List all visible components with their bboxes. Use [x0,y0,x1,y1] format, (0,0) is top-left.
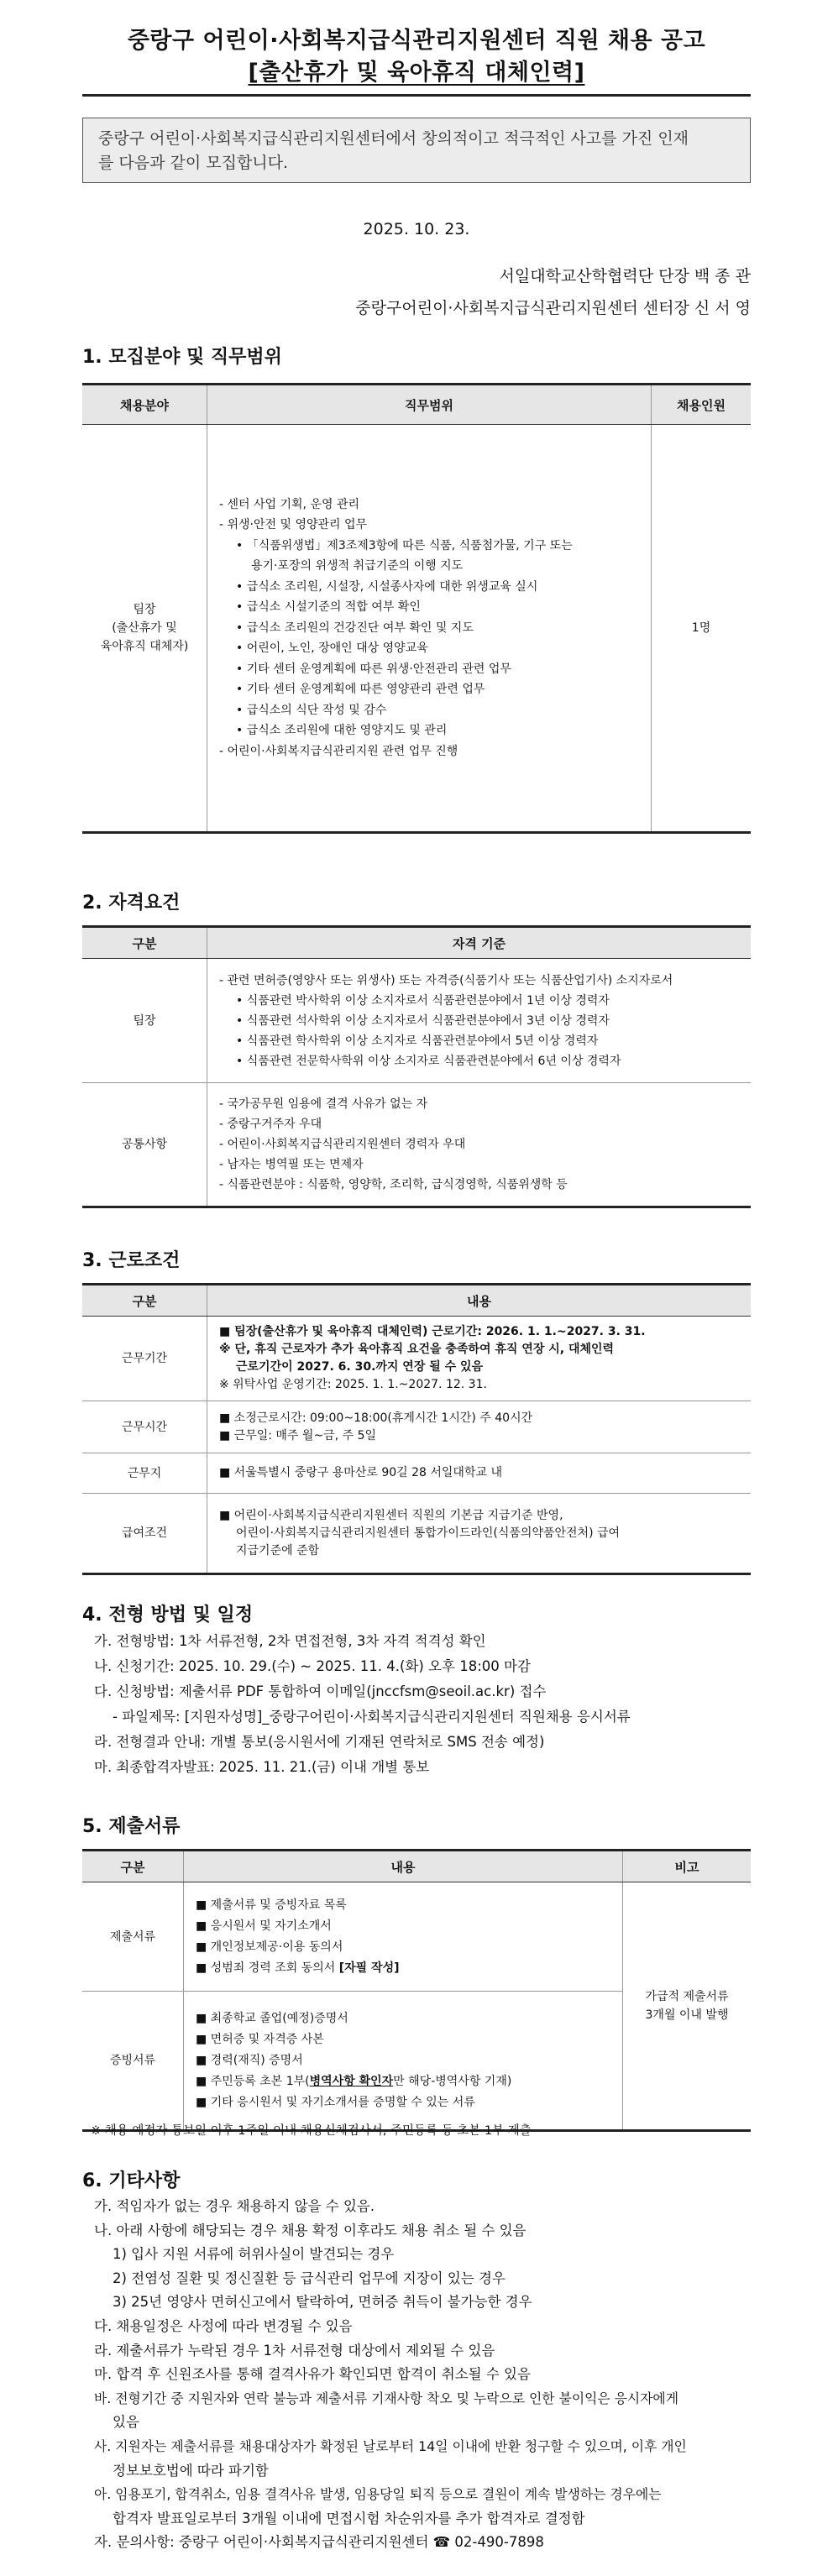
misc-item: 자. 문의사항: 중랑구 어린이·사회복지급식관리지원센터 ☎ 02-490-7898 [94,2534,544,2551]
intro-line-2: 를 다음과 같이 모집합니다. [98,154,289,172]
resident-prefix: ■ 주민등록 초본 1부( [196,2074,310,2088]
duty-item: • 급식소 시설기준의 적합 여부 확인 [236,600,421,615]
cond-label-place: 근무지 [82,1453,207,1494]
docs-proof-cell [184,1992,623,2131]
qual-label-leader: 팀장 [82,959,207,1083]
misc-list [94,2195,757,2555]
qual-leader-cell [207,959,752,1083]
remark-line: 가급적 제출서류 [645,1990,729,2003]
notice-title [82,25,751,89]
doc-item: ■ 면허증 및 자격증 사본 [196,2032,324,2046]
qual-label-common: 공통사항 [82,1083,207,1207]
salary-line: ■ 어린이·사회복지급식관리지원센터 직원의 기본급 지급기준 반영, [219,1508,563,1522]
misc-item: 3) 25년 영양사 면허신고에서 탈락하여, 면허증 취득이 불가능한 경우 [113,2294,532,2311]
duty-item: - 위생·안전 및 영양관리 업무 [219,518,368,532]
duties-table [82,383,751,834]
cond-salary-cell [207,1494,752,1574]
military-note: 병역사항 확인자 [309,2074,394,2088]
misc-item: 바. 전형기간 중 지원자와 연락 불능과 제출서류 기재사항 착오 및 누락으로 인한 불이익은 응시자에게 [94,2390,678,2406]
period-line: 근로기간이 2027. 6. 30.까지 연장 될 수 있음 [236,1360,484,1374]
intro-box [82,118,751,183]
section-5-title: 5. 제출서류 [82,1816,181,1837]
duty-item: • 급식소 조리원의 건강진단 여부 확인 및 지도 [236,620,474,635]
section-2-title: 2. 자격요건 [82,893,181,914]
signature-2: 중랑구어린이·사회복지급식관리지원센터 센터장 신 서 영 [355,299,751,317]
duty-item: - 어린이·사회복지급식관리지원 관련 업무 진행 [219,744,458,758]
duty-item: • 어린이, 노인, 장애인 대상 영양교육 [236,641,428,656]
duties-header-count: 채용인원 [652,385,752,425]
duty-item: • 급식소의 식단 작성 및 감수 [236,703,387,717]
qual-item: • 식품관련 학사학위 이상 소지자로 식품관련분야에서 5년 이상 경력자 [236,1034,599,1048]
section-6-title: 6. 기타사항 [82,2170,181,2191]
doc-item: ■ 제출서류 및 증빙자료 목록 [196,1898,347,1912]
duty-item: • 기타 센터 운영계획에 따른 영양관리 관련 업무 [236,683,485,697]
title-line-2: [출산휴가 및 육아휴직 대체인력] [248,60,585,86]
docs-remark-cell [623,1882,752,2131]
cond-place-cell: ■ 서울특별시 중랑구 용마산로 90길 28 서일대학교 내 [207,1453,752,1494]
duties-field-cell [82,425,207,833]
qual-item: • 식품관련 석사학위 이상 소지자로서 식품관련분야에서 3년 이상 경력자 [236,1013,610,1028]
misc-item: 다. 채용일정은 사정에 따라 변경될 수 있음 [94,2317,353,2334]
duty-item: - 센터 사업 기획, 운영 관리 [219,497,359,511]
cond-header-type: 구분 [82,1285,207,1317]
qual-item: - 중랑구거주자 우대 [219,1118,322,1131]
cond-label-period: 근무기간 [82,1317,207,1401]
duties-header-field: 채용분야 [82,385,207,425]
misc-item: 2) 전염성 질환 및 정신질환 등 급식관리 업무에 지장이 있는 경우 [113,2270,506,2286]
period-line: ※ 위탁사업 운영기간: 2025. 1. 1.~2027. 12. 31. [219,1378,487,1391]
process-list [94,1629,757,1780]
misc-item: 정보보호법에 따라 파기함 [113,2462,269,2479]
intro-line-1: 중랑구 어린이·사회복지급식관리지원센터에서 창의적이고 적극적인 사고를 가진 인재 [98,129,689,148]
misc-item: 있음 [113,2414,139,2431]
documents-table [82,1849,751,2132]
cond-hours-cell [207,1401,752,1453]
section-3-title: 3. 근로조건 [82,1250,181,1271]
misc-item: 라. 제출서류가 누락된 경우 1차 서류전형 대상에서 제외될 수 있음 [94,2342,495,2359]
field-note-2: 육아휴직 대체자) [100,640,189,653]
salary-line: 지급기준에 준함 [236,1543,320,1558]
process-item: 마. 최종합격자발표: 2025. 11. 21.(금) 이내 개별 통보 [94,1759,430,1775]
docs-label-proof: 증빙서류 [82,1992,184,2131]
process-item: - 파일제목: [지원자성명]_중랑구어린이·사회복지급식관리지원센터 직원채용 응시서류 [113,1709,631,1725]
misc-item: 가. 적임자가 없는 경우 채용하지 않을 수 있음. [94,2198,375,2214]
cond-label-salary: 급여조건 [82,1494,207,1574]
process-item: 다. 신청방법: 제출서류 PDF 통합하여 이메일(jnccfsm@seoil.ac.kr) 접수 [94,1683,547,1699]
duty-item: 용기·포장의 위생적 취급기준의 이행 지도 [251,559,464,573]
field-note-1: (출산휴가 및 [112,621,177,635]
field-name: 팀장 [133,603,156,616]
handwritten-note: [자필 작성] [338,1961,400,1975]
misc-item: 아. 임용포기, 합격취소, 임용 결격사유 발생, 임용당일 퇴직 등으로 결원이 계속 발생하는 경우에는 [94,2486,662,2503]
qual-item: • 식품관련 전문학사학위 이상 소지자로 식품관련분야에서 6년 이상 경력자 [236,1054,621,1068]
process-item: 가. 전형방법: 1차 서류전형, 2차 면접전형, 3차 자격 적격성 확인 [94,1633,486,1649]
section-4-title: 4. 전형 방법 및 일정 [82,1605,254,1626]
duty-item: • 기타 센터 운영계획에 따른 위생·안전관리 관련 업무 [236,662,511,676]
salary-line: 어린이·사회복지급식관리지원센터 통합가이드라인(식품의약품안전처) 급여 [236,1526,621,1540]
duty-item: • 급식소 조리원, 시설장, 시설종사자에 대한 위생교육 실시 [236,579,538,594]
remark-line: 3개월 이내 발행 [645,2008,729,2022]
docs-header-remark: 비고 [623,1851,752,1882]
conditions-table [82,1283,751,1575]
misc-item: 마. 합격 후 신원조사를 통해 결격사유가 확인되면 합격이 취소될 수 있음 [94,2366,531,2383]
qual-item: • 식품관련 박사학위 이상 소지자로서 식품관련분야에서 1년 이상 경력자 [236,993,610,1008]
misc-item: 1) 입사 지원 서류에 허위사실이 발견되는 경우 [113,2246,395,2263]
period-line: ※ 단, 휴직 근로자가 추가 육아휴직 요건을 충족하여 휴직 연장 시, 대체인력 [219,1343,615,1356]
hours-line: ■ 소정근로시간: 09:00~18:00(휴게시간 1시간) 주 40시간 [219,1411,533,1425]
misc-item: 사. 지원자는 제출서류를 채용대상자가 확정된 날로부터 14일 이내에 반환 청구할 수 있으며, 이후 개인 [94,2437,687,2454]
duty-item: • 급식소 조리원에 대한 영양지도 및 관리 [236,724,448,738]
doc-item-text: ■ 성범죄 경력 조회 동의서 [196,1961,339,1975]
duties-header-scope: 직무범위 [207,385,652,425]
resident-suffix: 만 해당-병역사항 기재) [393,2074,512,2088]
cond-label-hours: 근무시간 [82,1401,207,1453]
duties-list-cell [207,425,652,833]
qual-item: - 남자는 병역필 또는 면제자 [219,1158,364,1171]
qual-item: - 어린이·사회복지급식관리지원센터 경력자 우대 [219,1138,466,1151]
section-1-title: 1. 모집분야 및 직무범위 [82,347,282,368]
cond-header-content: 내용 [207,1285,752,1317]
notice-date: 2025. 10. 23. [363,220,470,238]
qual-common-cell [207,1083,752,1207]
title-divider [82,94,751,97]
doc-item [196,2071,610,2092]
duties-count-cell: 1명 [652,425,752,833]
qual-item: - 관련 면허증(영양사 또는 위생사) 또는 자격증(식품기사 또는 식품산업기사) 소지자로서 [219,973,673,987]
doc-item [196,1958,610,1979]
docs-label-submit: 제출서류 [82,1882,184,1992]
doc-item: ■ 경력(재직) 증명서 [196,2053,303,2067]
misc-item: 나. 아래 사항에 해당되는 경우 채용 확정 이후라도 채용 취소 될 수 있음 [94,2222,527,2238]
duty-item: • 「식품위생법」제3조제3항에 따른 식품, 식품첨가물, 기구 또는 [236,538,573,552]
process-item: 나. 신청기간: 2025. 10. 29.(수) ~ 2025. 11. 4.(화) 오후 18:00 마감 [94,1658,531,1674]
period-line: ■ 팀장(출산휴가 및 육아휴직 대체인력) 근로기간: 2026. 1. 1.~2027. 3. 31. [219,1325,646,1338]
misc-item: 합격자 발표일로부터 3개월 이내에 면접시험 차순위자를 추가 합격자로 결정함 [113,2510,585,2526]
doc-item: ■ 최종학교 졸업(예정)증명서 [196,2011,348,2025]
title-line-1: 중랑구 어린이·사회복지급식관리지원센터 직원 채용 공고 [127,28,706,54]
docs-submit-cell [184,1882,623,1992]
qual-item: - 식품관련분야 : 식품학, 영양학, 조리학, 급식경영학, 식품위생학 등 [219,1178,568,1191]
signature-1: 서일대학교산학협력단 단장 백 종 관 [499,267,751,285]
qual-item: - 국가공무원 임용에 결격 사유가 없는 자 [219,1097,428,1111]
documents-note: ※ 채용 예정자 통보일 이후 1주일 이내 채용신체검사서, 주민등록 등·초본 1부 제출 [91,2124,532,2138]
doc-item: ■ 개인정보제공·이용 동의서 [196,1940,343,1954]
doc-item: ■ 응시원서 및 자기소개서 [196,1919,332,1933]
process-item: 라. 전형결과 안내: 개별 통보(응시원서에 기재된 연락처로 SMS 전송 예정) [94,1734,545,1750]
qualification-table [82,925,751,1208]
cond-period-cell [207,1317,752,1401]
docs-header-type: 구분 [82,1851,184,1882]
hours-line: ■ 근무일: 매주 월~금, 주 5일 [219,1428,376,1442]
qual-header-criteria: 자격 기준 [207,927,752,959]
qual-header-type: 구분 [82,927,207,959]
docs-header-content: 내용 [184,1851,623,1882]
doc-item: ■ 기타 응시원서 및 자기소개서를 증명할 수 있는 서류 [196,2095,475,2109]
